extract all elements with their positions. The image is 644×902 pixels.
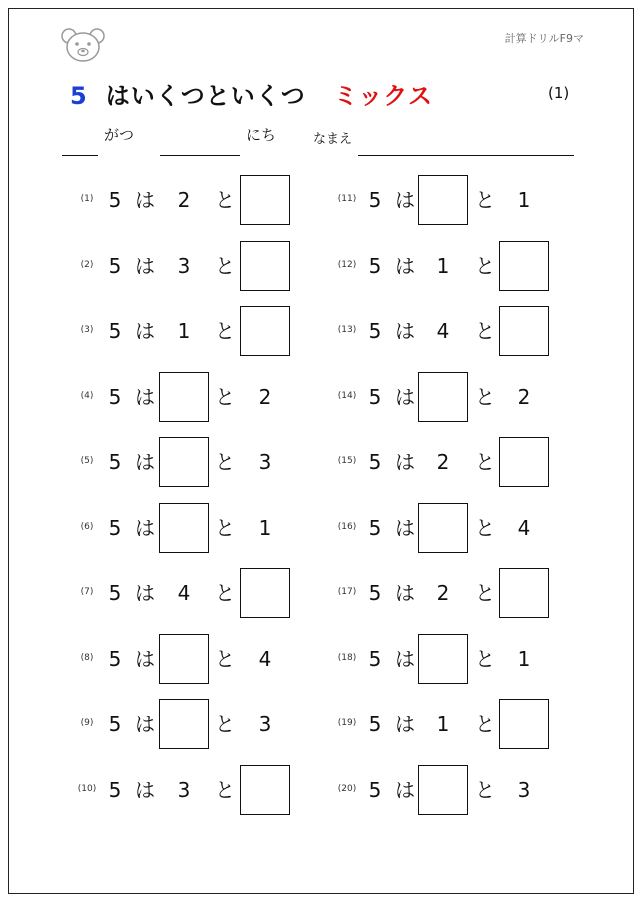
- brand-text: 計算ドリルF9マ: [504, 32, 584, 45]
- problem-whole: 5: [368, 319, 382, 343]
- problem-part: 3: [177, 253, 191, 278]
- word-to: と: [475, 777, 495, 802]
- title-number: 5: [70, 82, 88, 110]
- sheet-number: (1): [548, 84, 570, 102]
- answer-box[interactable]: [159, 634, 209, 684]
- word-to: と: [475, 319, 495, 343]
- problem-part: 2: [436, 450, 450, 474]
- word-to: と: [215, 515, 235, 540]
- word-ha: は: [395, 384, 415, 409]
- problem-whole: 5: [368, 581, 382, 605]
- problem-number: (4): [80, 390, 94, 401]
- answer-box[interactable]: [499, 568, 549, 618]
- word-to: と: [475, 384, 495, 409]
- problem-whole: 5: [108, 515, 122, 540]
- word-to: と: [475, 188, 495, 212]
- problem-number: (17): [337, 587, 357, 597]
- problem-whole: 5: [368, 712, 382, 736]
- word-ha: は: [135, 253, 155, 278]
- word-ha: は: [395, 253, 415, 278]
- word-to: と: [215, 188, 235, 212]
- problem-part: 3: [258, 450, 272, 474]
- word-ha: は: [135, 319, 155, 343]
- problem-number: (6): [80, 521, 94, 532]
- problem-part: 4: [177, 581, 191, 605]
- word-ha: は: [135, 450, 155, 474]
- problem-part: 2: [517, 384, 531, 409]
- problem-whole: 5: [368, 253, 382, 278]
- answer-box[interactable]: [159, 503, 209, 553]
- answer-box[interactable]: [418, 372, 468, 422]
- problem-part: 2: [177, 188, 191, 212]
- month-line[interactable]: [62, 155, 98, 156]
- problem-part: 1: [517, 188, 531, 212]
- word-to: と: [475, 646, 495, 671]
- problem-part: 1: [436, 253, 450, 278]
- problem-whole: 5: [368, 384, 382, 409]
- answer-box[interactable]: [499, 437, 549, 487]
- day-line[interactable]: [160, 155, 240, 156]
- answer-box[interactable]: [418, 765, 468, 815]
- answer-box[interactable]: [418, 503, 468, 553]
- word-ha: は: [135, 712, 155, 736]
- problem-number: (14): [337, 390, 357, 401]
- answer-box[interactable]: [240, 175, 290, 225]
- problem-whole: 5: [108, 319, 122, 343]
- word-ha: は: [135, 646, 155, 671]
- problem-whole: 5: [368, 646, 382, 671]
- problem-whole: 5: [108, 450, 122, 474]
- problem-whole: 5: [368, 777, 382, 802]
- problem-part: 3: [517, 777, 531, 802]
- problem-part: 1: [436, 712, 450, 736]
- word-ha: は: [395, 712, 415, 736]
- word-to: と: [215, 450, 235, 474]
- word-to: と: [475, 515, 495, 540]
- problem-part: 3: [177, 777, 191, 802]
- problem-whole: 5: [108, 712, 122, 736]
- month-label: がつ: [104, 126, 135, 144]
- problem-number: (3): [80, 325, 94, 335]
- answer-box[interactable]: [499, 699, 549, 749]
- word-to: と: [215, 777, 235, 802]
- answer-box[interactable]: [240, 306, 290, 356]
- problem-number: (18): [337, 652, 357, 663]
- problem-part: 1: [258, 515, 272, 540]
- word-ha: は: [395, 646, 415, 671]
- word-ha: は: [135, 384, 155, 409]
- word-ha: は: [135, 581, 155, 605]
- word-to: と: [215, 253, 235, 278]
- worksheet-title: [70, 76, 433, 111]
- word-ha: は: [135, 515, 155, 540]
- title-main: はいくつといくつ: [105, 82, 306, 110]
- word-ha: は: [395, 319, 415, 343]
- word-to: と: [215, 581, 235, 605]
- answer-box[interactable]: [240, 568, 290, 618]
- problem-whole: 5: [368, 188, 382, 212]
- problem-whole: 5: [368, 515, 382, 540]
- problem-number: (1): [80, 194, 94, 204]
- problem-whole: 5: [108, 384, 122, 409]
- answer-box[interactable]: [240, 765, 290, 815]
- answer-box[interactable]: [418, 175, 468, 225]
- answer-box[interactable]: [499, 241, 549, 291]
- problem-part: 4: [436, 319, 450, 343]
- problem-part: 2: [436, 581, 450, 605]
- bear-logo-icon: [60, 26, 106, 64]
- problem-whole: 5: [368, 450, 382, 474]
- problem-whole: 5: [108, 253, 122, 278]
- problem-part: 2: [258, 384, 272, 409]
- problem-whole: 5: [108, 188, 122, 212]
- word-to: と: [475, 712, 495, 736]
- answer-box[interactable]: [159, 437, 209, 487]
- problem-part: 4: [517, 515, 531, 540]
- word-to: と: [475, 450, 495, 474]
- problem-part: 4: [258, 646, 272, 671]
- word-ha: は: [395, 777, 415, 802]
- problem-whole: 5: [108, 646, 122, 671]
- answer-box[interactable]: [418, 634, 468, 684]
- word-to: と: [215, 319, 235, 343]
- problem-part: 1: [177, 319, 191, 343]
- word-ha: は: [135, 777, 155, 802]
- title-mix: ミックス: [333, 82, 433, 110]
- problem-number: (8): [80, 652, 94, 663]
- answer-box[interactable]: [240, 241, 290, 291]
- answer-box[interactable]: [159, 699, 209, 749]
- problem-part: 1: [517, 646, 531, 671]
- word-to: と: [215, 646, 235, 671]
- problem-part: 3: [258, 712, 272, 736]
- problem-whole: 5: [108, 777, 122, 802]
- word-to: と: [475, 253, 495, 278]
- word-to: と: [475, 581, 495, 605]
- problem-number: (15): [337, 456, 357, 466]
- problem-number: (9): [80, 718, 94, 728]
- answer-box[interactable]: [499, 306, 549, 356]
- problem-number: (12): [337, 259, 357, 270]
- day-label: にち: [246, 126, 277, 144]
- word-ha: は: [395, 450, 415, 474]
- problem-whole: 5: [108, 581, 122, 605]
- word-to: と: [215, 712, 235, 736]
- problem-number: (11): [337, 194, 357, 204]
- problem-number: (5): [80, 456, 94, 466]
- answer-box[interactable]: [159, 372, 209, 422]
- word-ha: は: [395, 581, 415, 605]
- word-ha: は: [395, 188, 415, 212]
- problem-number: (13): [337, 325, 357, 335]
- word-to: と: [215, 384, 235, 409]
- word-ha: は: [395, 515, 415, 540]
- problem-number: (7): [80, 587, 94, 597]
- problem-number: (2): [80, 259, 94, 270]
- problem-number: (16): [337, 521, 357, 532]
- problem-number: (20): [337, 783, 357, 794]
- word-ha: は: [135, 188, 155, 212]
- name-line[interactable]: [358, 155, 574, 156]
- problem-number: (19): [337, 718, 357, 728]
- problem-number: (10): [77, 783, 97, 794]
- name-label: なまえ: [313, 132, 353, 147]
